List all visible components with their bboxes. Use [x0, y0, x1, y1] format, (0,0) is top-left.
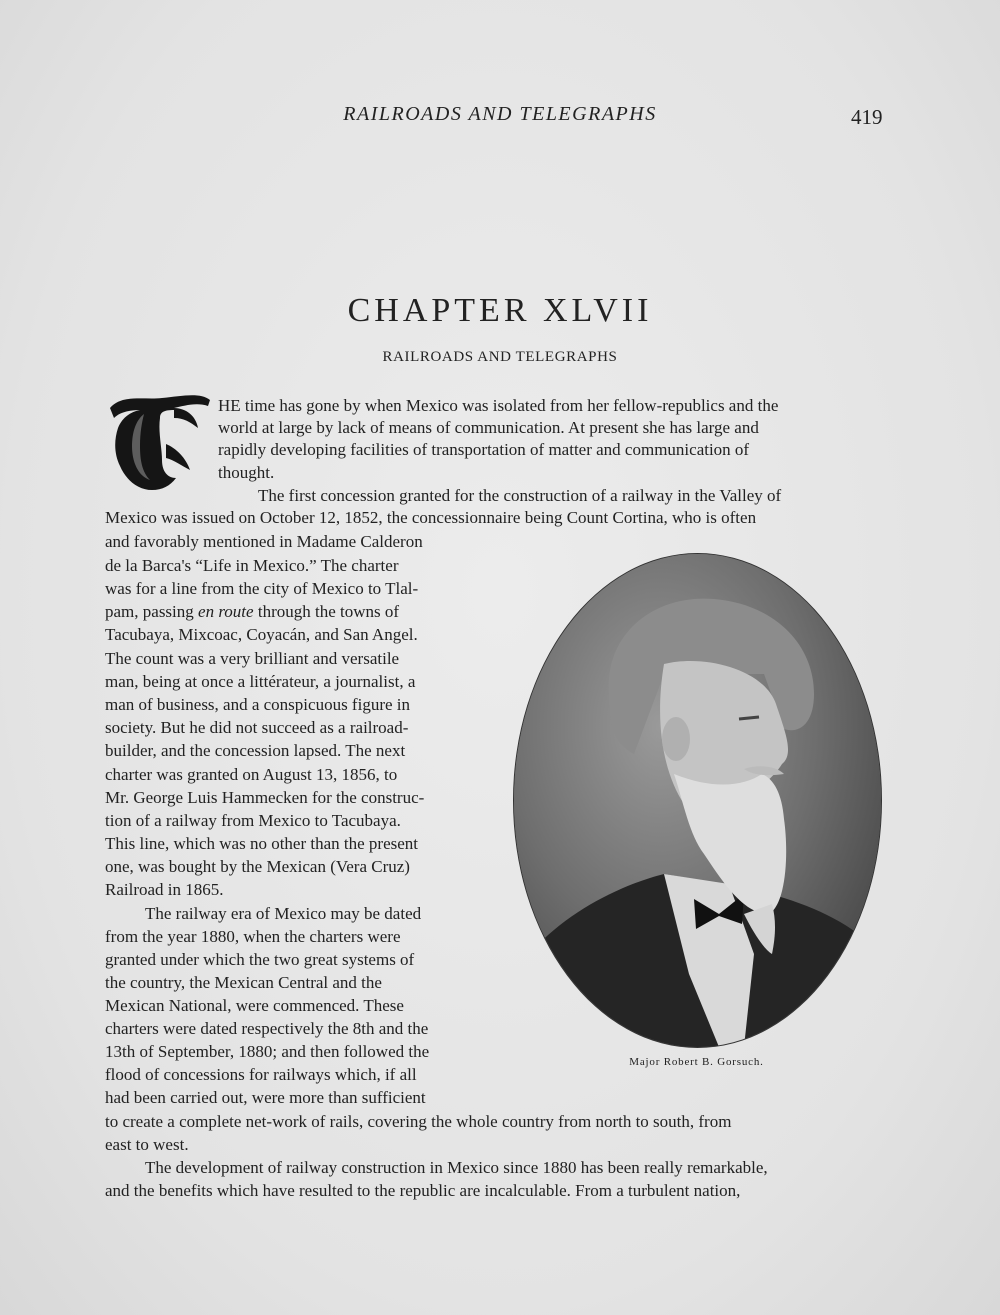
- body-line: one, was bought by the Mexican (Vera Cruz): [105, 857, 410, 876]
- body-line: [105, 601, 399, 623]
- body-line: and the benefits which have resulted to the republic are incalculable. From a turbulent nation,: [105, 1181, 741, 1200]
- line-fragment: pam, passing: [105, 602, 199, 621]
- body-line: east to west.: [105, 1135, 189, 1154]
- page-number: 419: [851, 105, 883, 129]
- body-line: man of business, and a conspicuous figure in: [105, 695, 410, 714]
- intro-line: world at large by lack of means of communication. At present she has large and: [218, 418, 759, 437]
- drop-cap-t: [104, 388, 214, 492]
- body-line: The count was a very brilliant and versatile: [105, 649, 400, 668]
- body-line: Mexico was issued on October 12, 1852, the concessionnaire being Count Cortina, who is often: [105, 508, 757, 527]
- body-line: flood of concessions for railways which, if all: [105, 1065, 417, 1084]
- body-line: was for a line from the city of Mexico to Tlal-: [105, 579, 419, 598]
- body-line: Mr. George Luis Hammecken for the construc-: [105, 788, 425, 807]
- body-line: builder, and the concession lapsed. The next: [105, 741, 406, 760]
- body-line: had been carried out, were more than sufficient: [105, 1088, 426, 1107]
- body-line: charters were dated respectively the 8th and the: [105, 1019, 429, 1038]
- body-line: tion of a railway from Mexico to Tacubaya.: [105, 811, 401, 830]
- chapter-subtitle: RAILROADS AND TELEGRAPHS: [382, 349, 618, 365]
- body-line: de la Barca's “Life in Mexico.” The charter: [105, 556, 399, 575]
- body-line: The development of railway construction in Mexico since 1880 has been really remarkable,: [145, 1158, 768, 1177]
- body-line: granted under which the two great systems of: [105, 950, 415, 969]
- body-line: Railroad in 1865.: [105, 880, 224, 899]
- body-line: Tacubaya, Mixcoac, Coyacán, and San Angel.: [105, 625, 418, 644]
- intro-line: rapidly developing facilities of transportation of matter and communication of: [218, 440, 750, 459]
- intro-line: HE time has gone by when Mexico was isolated from her fellow-republics and the: [218, 396, 779, 415]
- body-line: 13th of September, 1880; and then followed the: [105, 1042, 430, 1061]
- body-line: The first concession granted for the construction of a railway in the Valley of: [258, 486, 782, 505]
- body-line: and favorably mentioned in Madame Calderon: [105, 532, 423, 551]
- body-line: Mexican National, were commenced. These: [105, 996, 404, 1015]
- italic-phrase: en route: [198, 602, 254, 621]
- intro-line: thought.: [218, 463, 275, 482]
- body-line: man, being at once a littérateur, a journalist, a: [105, 672, 416, 691]
- body-line: from the year 1880, when the charters were: [105, 927, 401, 946]
- body-line: The railway era of Mexico may be dated: [145, 904, 422, 923]
- body-line: society. But he did not succeed as a railroad-: [105, 718, 409, 737]
- portrait-caption: Major Robert B. Gorsuch.: [629, 1056, 764, 1068]
- body-line: to create a complete net-work of rails, covering the whole country from north to south, from: [105, 1112, 732, 1131]
- portrait-photo: [513, 553, 882, 1048]
- body-line: This line, which was no other than the present: [105, 834, 419, 853]
- body-line: the country, the Mexican Central and the: [105, 973, 382, 992]
- running-head: RAILROADS AND TELEGRAPHS: [343, 103, 657, 125]
- chapter-title: CHAPTER XLVII: [347, 292, 653, 329]
- line-fragment: through the towns of: [257, 602, 400, 621]
- body-line: charter was granted on August 13, 1856, to: [105, 765, 398, 784]
